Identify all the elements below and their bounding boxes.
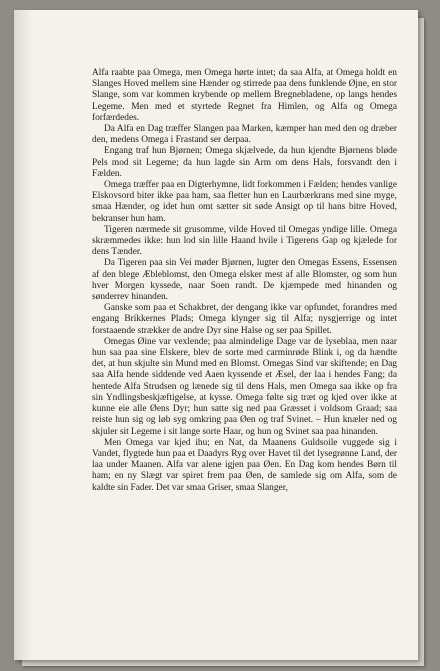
paragraph-4: Omega træffer paa en Digterhymne, lidt forkommen i Fælden; hendes vanlige Elskovsord biter ikke paa ham, saa fletter hun en Laurbærkrans med sine myge, smaa Hænder, og idet hun omt sætter sit søde Ansigt op til hans bitre Hoved, bekranser hun ham. — [92, 180, 397, 224]
paragraph-6: Da Tigeren paa sin Vei møder Bjørnen, lugter den Omegas Essens, Essensen af den blege Æbleblomst, den Omega elsker mest af alle Blomster, og som hun hver Morgen kyssede, naar Soen randt. De kjæmpede med hinanden og sønderrev hinanden. — [92, 258, 397, 303]
paragraph-9: Men Omega var kjed ihu; en Nat, da Maanens Guldsoile vuggede sig i Vandet, flygtede hun paa et Daadyrs Ryg over Havet til det lysegrønne Land, der laa under Maanen. Alfa var alene igjen paa Øen. En Dag kom hendes Børn til ham; en ny Slægt var spiret frem paa Øen, de samlede sig om Alfa, som de kaldte sin Fader. Det var smaa Griser, smaa Slanger, — [92, 437, 397, 493]
page-gutter-shadow — [14, 10, 32, 660]
paragraph-7: Ganske som paa et Schakbret, der dengang ikke var opfundet, forandres med engang Brikkernes Plads; Omega klynger sig til Alfa; nysgjerrige og intet forstaaende strækker de andre Dyr sine Halse og ser paa Spillet. — [92, 303, 397, 336]
paragraph-8: Omegas Øine var vexlende; paa almindelige Dage var de lyseblaa, men naar hun saa paa sine Elskere, blev de sorte med carminrøde Blink i, og da hændte det, at hun skjulte sin Mund med en Blomst. Omegas Sind var skiftende; en Dag saa Alfa hende siddende ved Aaen kyssende et Æsel, der laa i hendes Fang; da hentede Alfa Strudsen og lænede sig til dens Hals, men Omega saa ikke op fra sin Yndlingsbeskjæftigelse, at kysse. Omega følte sig træt og kjed over ikke at kunne eie alle Øens Dyr; hun satte sig ned paa Græsset i voldsom Graad; saa reiste hun sig og løb syg omkring paa Øen og traf Svinet. – Hun knæler ned og skjuler sit Legeme i sit lange sorte Haar, og hun og Svinet saa paa hinanden. — [92, 336, 397, 437]
paragraph-5: Tigeren nærmede sit grusomme, vilde Hoved til Omegas yndige lille. Omega skræmmedes ikke: hun lod sin lille Haand hvile i Tigerens Gap og kjælede for dens Tænder. — [92, 224, 397, 258]
page-text — [92, 68, 397, 494]
paragraph-3: Engang traf hun Bjørnen; Omega skjælvede, da hun kjendte Bjørnens bløde Pels mod sit Legeme; da hun lagde sin Arm om dens Hals, forsvandt den i Fælden. — [92, 146, 397, 179]
paragraph-2: Da Alfa en Dag træffer Slangen paa Marken, kæmper han med den og dræber den, medens Omega i Frastand ser derpaa. — [92, 124, 397, 146]
paragraph-1: Alfa raabte paa Omega, men Omega hørte intet; da saa Alfa, at Omega holdt en Slanges Hoved mellem sine Hænder og stirrede paa dens funklende Øjne, en stor Slange, som var kommen krybende op mellem Bregnebladene, op langs hendes Legeme. Men med et styrtede Regnet fra Himlen, og Alfa og Omega forfærdedes. — [92, 68, 397, 123]
